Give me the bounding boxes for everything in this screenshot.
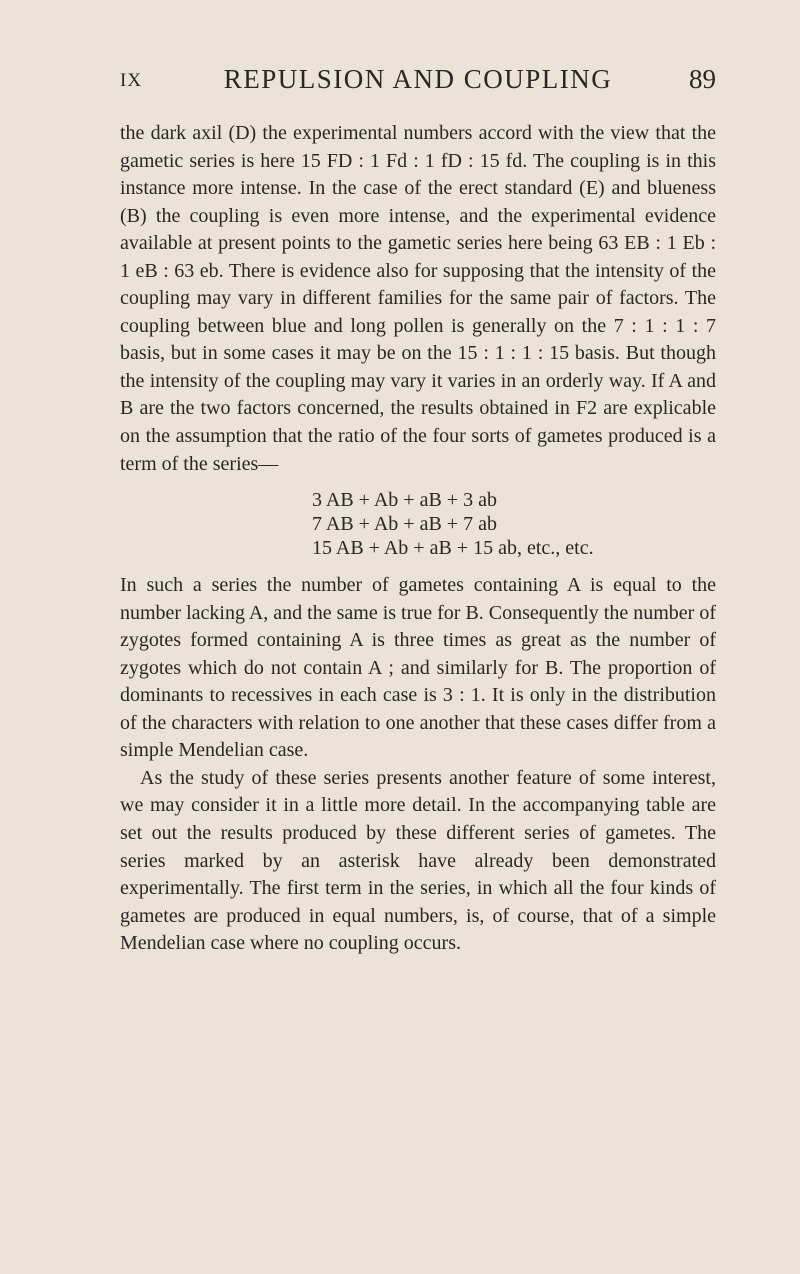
running-title: REPULSION AND COUPLING — [223, 64, 613, 94]
paragraph: the dark axil (D) the experimental numbers accord with the view that the gametic series is here 15 FD : 1 Fd : 1 fD : 15 fd. The coupling is in this instance more intense. In the case of the erect standard (E) and blueness (B) the coupling is even more intense, and the experimental evidence available at present points to the gametic series here being 63 EB : 1 Eb : 1 eB : 63 eb. There is evidence also for supposing that the intensity of the coupling may vary in different families for the same pair of factors. The coupling between blue and long pollen is generally on the 7 : 1 : 1 : 7 basis, but in some cases it may be on the 15 : 1 : 1 : 15 basis. But though the intensity of the coupling may vary it varies in an orderly way. If A and B are the two factors concerned, the results obtained in F2 are explicable on the assumption that the ratio of the four sorts of gametes produced is a term of the series— — [120, 122, 716, 475]
chapter-number: IX — [120, 70, 143, 91]
gametic-series — [120, 488, 716, 560]
body-text — [120, 120, 716, 958]
paragraph: As the study of these series presents another feature of some interest, we may consider it in a little more detail. In the accompanying table are set out the results produced by these different series of gametes. The series marked by an asterisk have already been demonstrated experimentally. The first term in the series, in which all the four kinds of gametes are produced in equal numbers, is, of course, that of a simple Mendelian case where no coupling occurs. — [120, 766, 716, 955]
series-line: 7 AB + Ab + aB + 7 ab — [312, 513, 497, 536]
series-line: 3 AB + Ab + aB + 3 ab — [312, 489, 497, 512]
paragraph: In such a series the number of gametes containing A is equal to the number lacking A, and the same is true for B. Consequently the number of zygotes formed containing A is three times as great as the number of zygotes which do not contain A ; and similarly for B. The proportion of dominants to recessives in each case is 3 : 1. It is only in the distribution of the characters with relation to one another that these cases differ from a simple Mendelian case. — [120, 574, 716, 762]
running-header — [120, 64, 716, 104]
series-line: 15 AB + Ab + aB + 15 ab, etc., etc. — [312, 537, 594, 560]
page-number: 89 — [689, 64, 716, 94]
